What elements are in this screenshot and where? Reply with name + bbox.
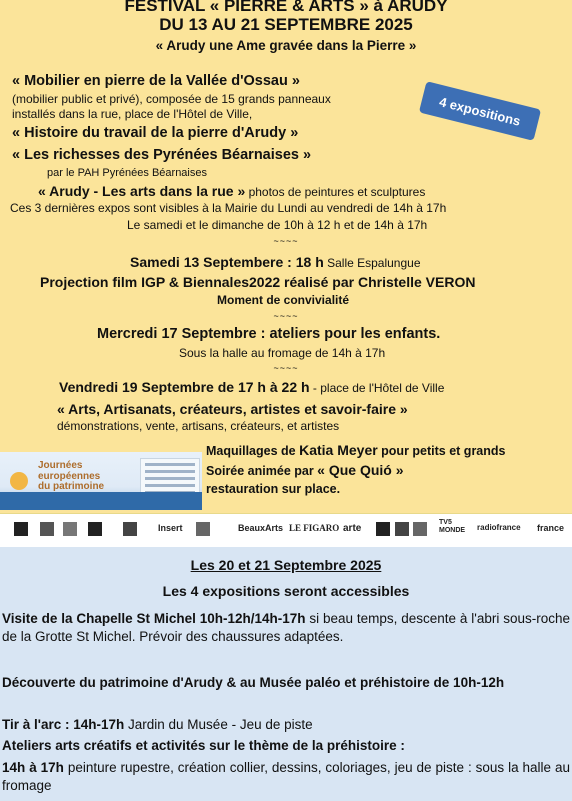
festival-title: FESTIVAL « PIERRE & ARTS » à ARUDY bbox=[124, 0, 448, 15]
logo-insert: Insert bbox=[158, 523, 183, 533]
friday-title: Vendredi 19 Septembre de 17 h à 22 h bbox=[59, 379, 310, 395]
camera-icon bbox=[14, 522, 28, 536]
logo-figaro: LE FIGARO bbox=[289, 523, 340, 533]
saturday-place: Salle Espalungue bbox=[323, 256, 421, 270]
expo-2-title: « Histoire du travail de la pierre d'Arudy » bbox=[12, 125, 299, 141]
journees-patrimoine-poster bbox=[0, 452, 202, 510]
tir-title: Tir à l'arc : 14h-17h bbox=[2, 717, 125, 732]
makeup-artist: Katia Meyer bbox=[299, 442, 378, 458]
media-logo-3 bbox=[413, 522, 427, 536]
friday-desc: démonstrations, vente, artisans, créateurs, et artistes bbox=[57, 419, 340, 433]
expo-1-desc: (mobilier public et privé), composée de 15 grands panneaux bbox=[12, 92, 331, 106]
soiree-a: Soirée animée par bbox=[206, 464, 318, 478]
saturday-title: Samedi 13 Septembere : bbox=[130, 254, 292, 270]
saturday-time: 18 h bbox=[291, 254, 324, 270]
tir-desc: Jardin du Musée - Jeu de piste bbox=[124, 717, 313, 732]
visit-chapelle bbox=[2, 610, 570, 646]
expo-hours-weekend: Le samedi et le dimanche de 10h à 12 h et de 14h à 17h bbox=[127, 218, 428, 232]
saturday-film: Projection film IGP & Biennales2022 réalisé par Christelle VERON bbox=[40, 274, 476, 290]
expo-hours-week: Ces 3 dernières expos sont visibles à la Mairie du Lundi au vendredi de 14h à 17h bbox=[10, 201, 447, 215]
expo-1-title: « Mobilier en pierre de la Vallée d'Ossau » bbox=[12, 73, 300, 89]
expo-1-desc2: installés dans la rue, place de l'Hôtel de Ville, bbox=[12, 107, 253, 121]
wednesday-desc: Sous la halle au fromage de 14h à 17h bbox=[179, 346, 386, 360]
weekend-date: Les 20 et 21 Septembre 2025 bbox=[190, 557, 382, 573]
ateliers-title: Ateliers arts créatifs et activités sur le thème de la préhistoire : bbox=[2, 738, 405, 753]
caue-logo bbox=[88, 522, 102, 536]
weekend-access: Les 4 expositions seront accessibles bbox=[162, 583, 410, 599]
ministry-logo bbox=[40, 522, 54, 536]
makeup-line bbox=[206, 442, 505, 458]
saturday-conviviality: Moment de convivialité bbox=[217, 293, 350, 307]
patrimoine-logo bbox=[196, 522, 210, 536]
expo-4-title: « Arudy - Les arts dans la rue » bbox=[38, 183, 246, 199]
friday-theme: « Arts, Artisanats, créateurs, artistes et savoir-faire » bbox=[57, 401, 408, 417]
expo-4-desc: photos de peintures et sculptures bbox=[245, 185, 426, 199]
expo-3-title: « Les richesses des Pyrénées Béarnaises » bbox=[12, 147, 312, 163]
poster-sea bbox=[0, 492, 202, 510]
architecture-logo bbox=[123, 522, 137, 536]
ateliers-desc bbox=[2, 759, 570, 795]
logo-arte: arte bbox=[343, 523, 362, 534]
makeup-c: pour petits et grands bbox=[377, 444, 506, 458]
visit-desc: si beau temps, descente à l'abri sous-roche de la Grotte St Michel. Prévoir des chaussures adaptées. bbox=[2, 611, 570, 644]
separator: ~~~~ bbox=[273, 311, 299, 321]
makeup-a: Maquillages de bbox=[206, 444, 300, 458]
partner-logos bbox=[0, 513, 572, 548]
tir-arc bbox=[2, 716, 570, 734]
region-logo bbox=[63, 522, 77, 536]
soiree-band: « Que Quió » bbox=[317, 462, 404, 478]
media-logo bbox=[376, 522, 390, 536]
logo-beauxarts: BeauxArts bbox=[238, 523, 284, 533]
restauration: restauration sur place. bbox=[206, 482, 341, 496]
separator: ~~~~ bbox=[273, 236, 299, 246]
ateliers-list: peinture rupestre, création collier, dessins, coloriages, jeu de piste : sous la halle au fromage bbox=[2, 760, 570, 793]
sun-icon bbox=[10, 472, 28, 490]
poster-line3: du patrimoine bbox=[38, 481, 105, 492]
friday-line bbox=[59, 379, 444, 396]
visit-title: Visite de la Chapelle St Michel 10h-12h/14h-17h bbox=[2, 611, 306, 626]
separator: ~~~~ bbox=[273, 363, 299, 373]
expo-4 bbox=[38, 183, 425, 200]
logo-france: france bbox=[537, 523, 565, 533]
logo-tv5: TV5 MONDE bbox=[439, 519, 466, 534]
wednesday-title: Mercredi 17 Septembre : ateliers pour les enfants. bbox=[97, 326, 441, 342]
expo-3-desc: par le PAH Pyrénées Béarnaises bbox=[47, 167, 207, 179]
poster-line1: Journées bbox=[38, 460, 83, 471]
logo-radiofrance: radiofrance bbox=[477, 523, 521, 532]
friday-place: - place de l'Hôtel de Ville bbox=[309, 381, 445, 395]
decouverte-patrimoine: Découverte du patrimoine d'Arudy & au Musée paléo et préhistoire de 10h-12h bbox=[2, 675, 505, 690]
saturday-line bbox=[130, 254, 421, 271]
badge-label: 4 expositions bbox=[437, 93, 523, 129]
festival-dates: DU 13 AU 21 SEPTEMBRE 2025 bbox=[159, 15, 413, 34]
tagline: « Arudy une Ame gravée dans la Pierre » bbox=[155, 38, 417, 53]
soiree-line bbox=[206, 462, 404, 478]
poster-line2: européennes bbox=[38, 470, 101, 482]
media-logo-2 bbox=[395, 522, 409, 536]
ateliers-time: 14h à 17h bbox=[2, 760, 64, 775]
